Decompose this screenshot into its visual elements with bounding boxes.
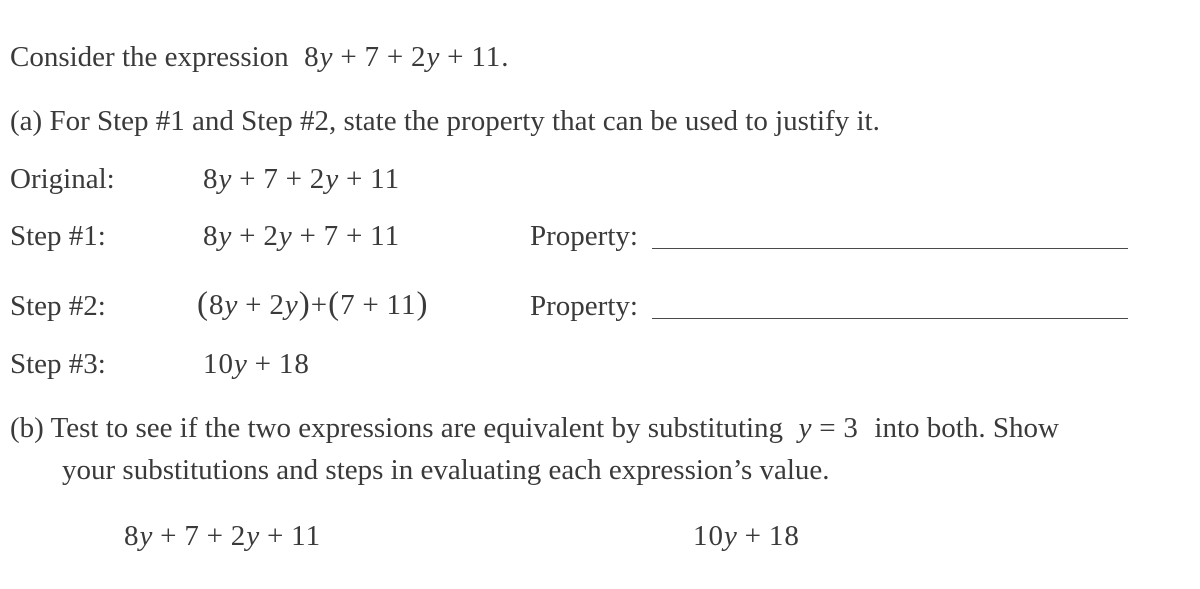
part-a-prompt — [10, 104, 880, 138]
intro-line — [10, 40, 510, 74]
part-b-substitution: y = 3 — [798, 412, 868, 444]
part-b-expression-right: 10y + 18 — [693, 520, 800, 552]
row-step3-label: Step #3: — [10, 348, 106, 380]
step1-property-label: Property: — [530, 220, 638, 252]
row-step2-label: Step #2: — [10, 290, 106, 322]
row-original-expression: 8y + 7 + 2y + 11 — [203, 163, 401, 195]
part-b-text-post: into both. Show — [874, 412, 1059, 444]
step2-property-label: Property: — [530, 290, 638, 322]
part-b-prompt-line1 — [10, 411, 1059, 445]
part-b-text-pre: Test to see if the two expressions are equivalent by substituting — [50, 412, 784, 444]
row-original-label: Original: — [10, 163, 115, 195]
step2-property-blank[interactable] — [652, 318, 1128, 319]
row-step1-expression: 8y + 2y + 7 + 11 — [203, 220, 401, 252]
part-b-prompt-line2: your substitutions and steps in evaluating each expression’s value. — [62, 454, 830, 486]
intro-text: Consider the expression — [10, 41, 289, 73]
part-a-text: For Step #1 and Step #2, state the property that can be used to justify it. — [49, 105, 880, 137]
intro-expression: 8y + 7 + 2y + 11. — [295, 41, 510, 73]
part-b-expression-left: 8y + 7 + 2y + 11 — [124, 520, 322, 552]
row-step3-expression: 10y + 18 — [203, 348, 310, 380]
step1-property-blank[interactable] — [652, 248, 1128, 249]
row-step2-expression: (8y + 2y)+(7 + 11) — [197, 286, 429, 322]
part-a-label: (a) — [10, 105, 43, 137]
row-step1-label: Step #1: — [10, 220, 106, 252]
part-b-label: (b) — [10, 412, 44, 444]
